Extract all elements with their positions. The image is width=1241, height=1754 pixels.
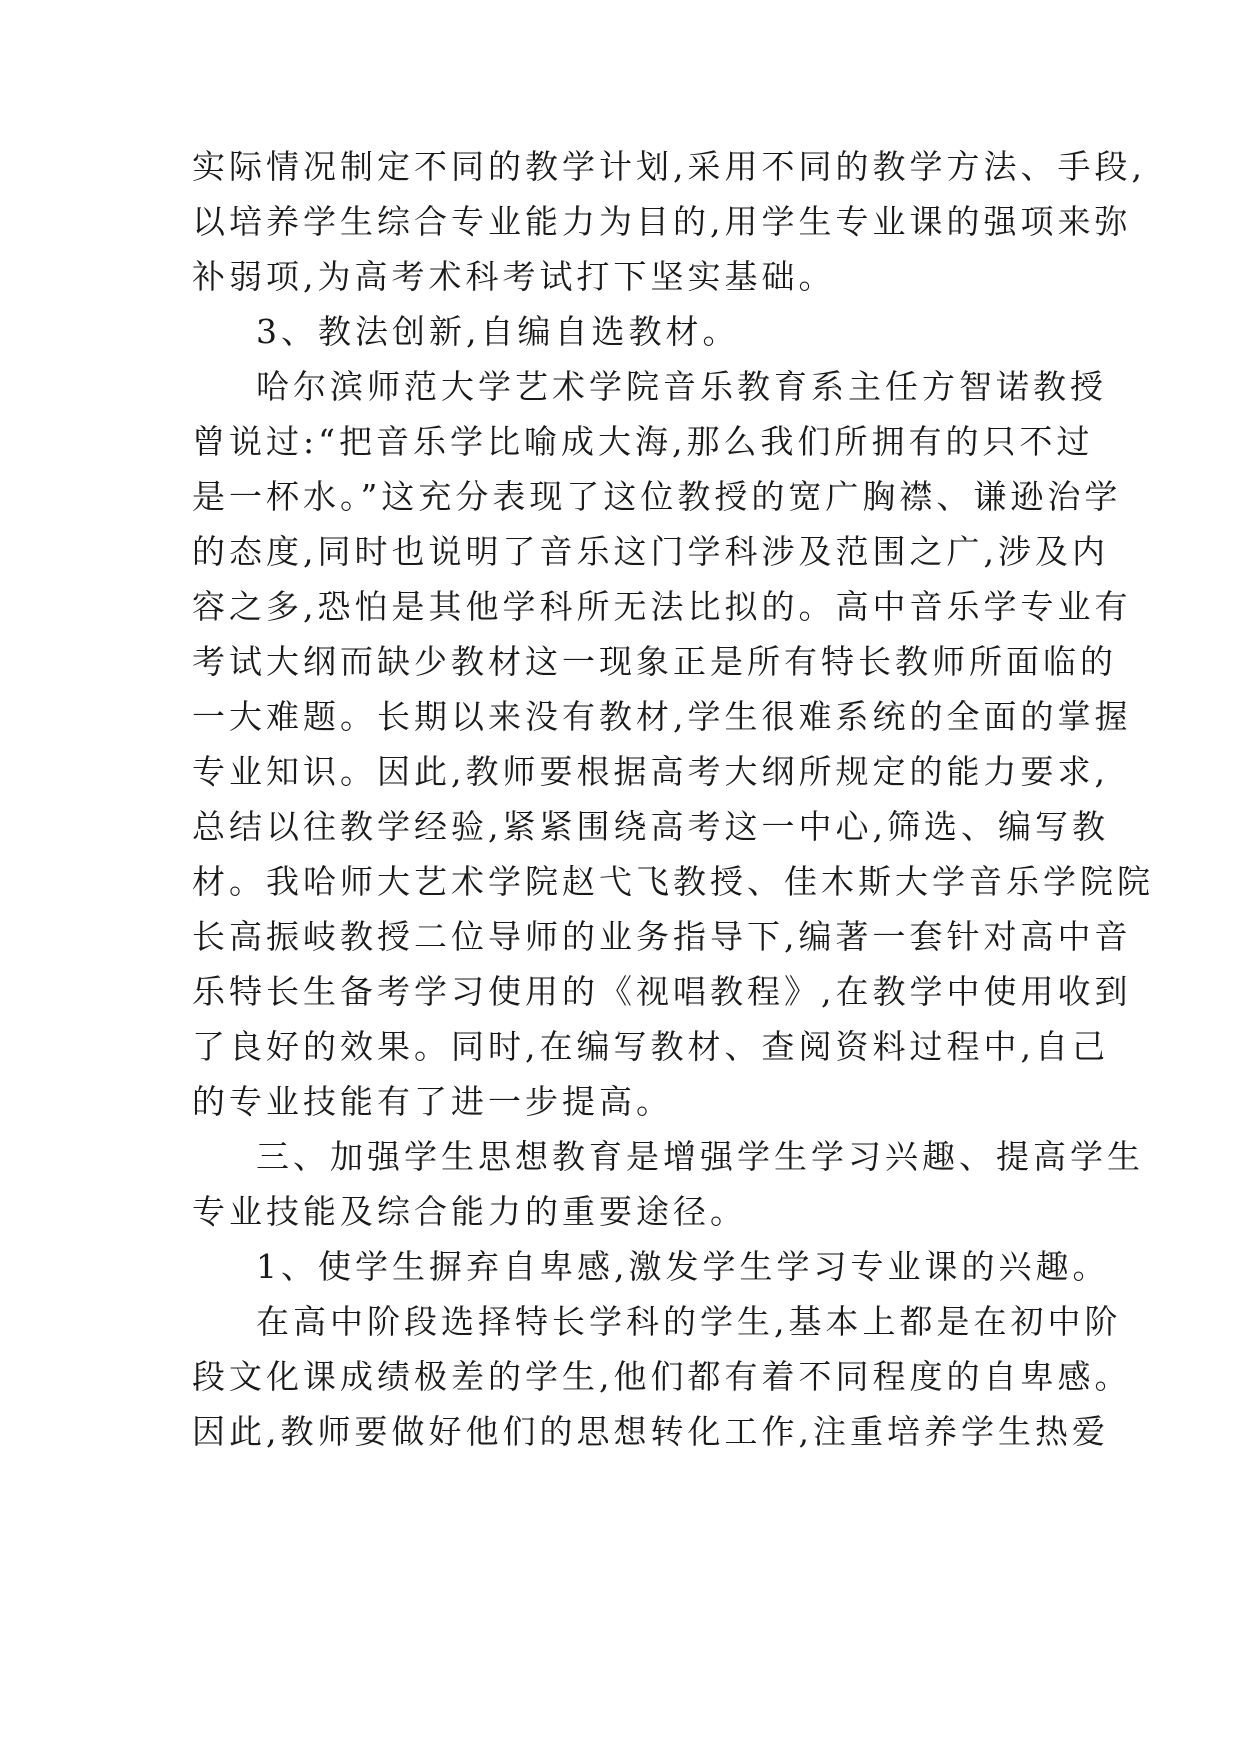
- text-line: 在高中阶段选择特长学科的学生,基本上都是在初中阶: [256, 1302, 1122, 1341]
- section-heading: 三、加强学生思想教育是增强学生学习兴趣、提高学生: [256, 1137, 1144, 1176]
- text-line: 长高振岐教授二位导师的业务指导下,编著一套针对高中音: [192, 917, 1132, 956]
- text-line: 的态度,同时也说明了音乐这门学科涉及范围之广,涉及内: [192, 532, 1109, 571]
- text-line: 补弱项,为高考术科考试打下坚实基础。: [192, 257, 836, 296]
- text-line: 考试大纲而缺少教材这一现象正是所有特长教师所面临的: [192, 642, 1117, 681]
- text-line: 曾说过:“把音乐学比喻成大海,那么我们所拥有的只不过: [192, 422, 1094, 461]
- text-line: 哈尔滨师范大学艺术学院音乐教育系主任方智诺教授: [256, 367, 1107, 406]
- text-line: 乐特长生备考学习使用的《视唱教程》,在教学中使用收到: [192, 972, 1132, 1011]
- text-line: 容之多,恐怕是其他学科所无法比拟的。高中音乐学专业有: [192, 587, 1132, 626]
- text-line: 了良好的效果。同时,在编写教材、查阅资料过程中,自己: [192, 1027, 1109, 1066]
- section-heading: 1、使学生摒弃自卑感,激发学生学习专业课的兴趣。: [256, 1247, 1110, 1286]
- text-line: 以培养学生综合专业能力为目的,用学生专业课的强项来弥: [192, 202, 1132, 241]
- text-line: 一大难题。长期以来没有教材,学生很难系统的全面的掌握: [192, 697, 1132, 736]
- section-heading: 3、教法创新,自编自选教材。: [256, 312, 740, 351]
- text-line: 的专业技能有了进一步提高。: [192, 1082, 673, 1121]
- text-line: 材。我哈师大艺术学院赵弋飞教授、佳木斯大学音乐学院院: [192, 862, 1154, 901]
- text-line: 实际情况制定不同的教学计划,采用不同的教学方法、手段,: [192, 147, 1146, 186]
- text-line: 总结以往教学经验,紧紧围绕高考这一中心,筛选、编写教: [192, 807, 1109, 846]
- text-line: 段文化课成绩极差的学生,他们都有着不同程度的自卑感。: [192, 1357, 1132, 1396]
- text-line: 因此,教师要做好他们的思想转化工作,注重培养学生热爱: [192, 1412, 1109, 1451]
- text-line: 是一杯水。”这充分表现了这位教授的宽广胸襟、谦逊治学: [192, 477, 1122, 516]
- text-line: 专业知识。因此,教师要根据高考大纲所规定的能力要求,: [192, 752, 1109, 791]
- text-line: 专业技能及综合能力的重要途径。: [192, 1192, 747, 1231]
